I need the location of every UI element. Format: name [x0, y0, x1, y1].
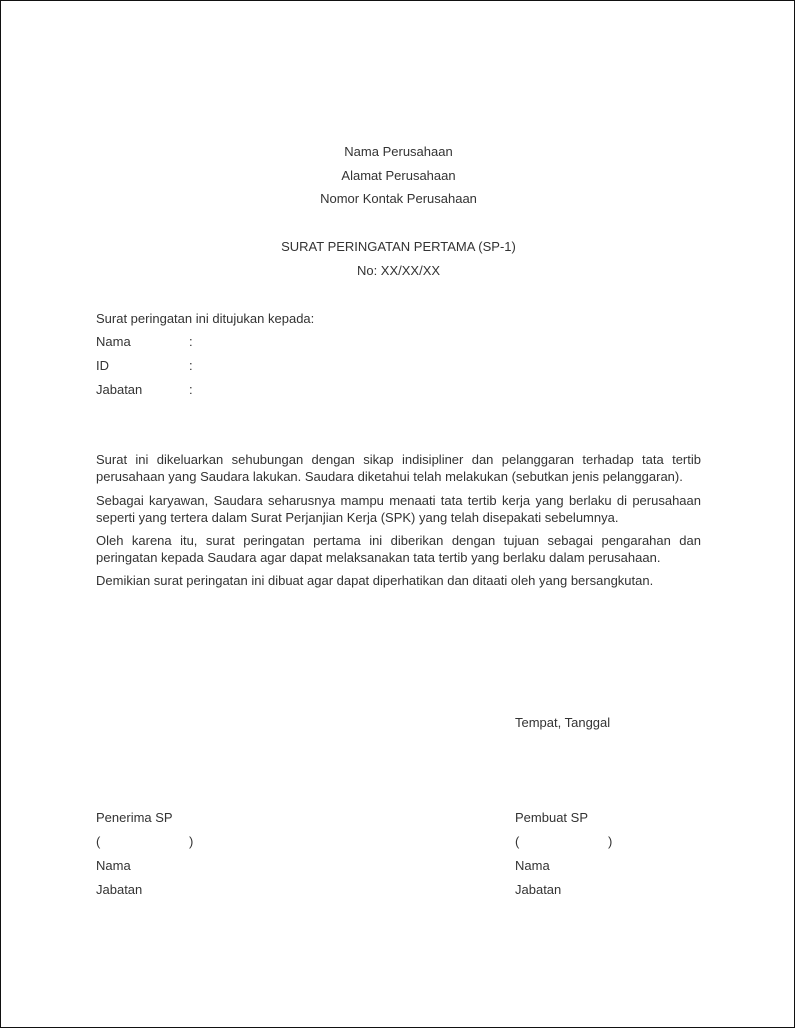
receiver-role: Penerima SP — [96, 810, 173, 825]
recipient-intro: Surat peringatan ini ditujukan kepada: — [96, 311, 315, 326]
body-paragraph-1: Surat ini dikeluarkan sehubungan dengan sikap indisipliner dan pelanggaran terhadap tata tertib perusahaan yang Saudara lakukan. Saudara diketahui telah melakukan (sebutkan jenis pelanggaran). — [96, 452, 701, 484]
recipient-position-label: Jabatan — [96, 382, 143, 397]
body-paragraph-3: Oleh karena itu, surat peringatan pertama ini diberikan dengan tujuan sebagai pengarahan dan peringatan kepada Saudara agar dapat melaksanakan tata tertib yang berlaku dalam perusahaan. — [96, 533, 701, 565]
recipient-name-label: Nama — [96, 334, 131, 349]
receiver-paren-open: ( — [96, 834, 101, 849]
letter-number: No: XX/XX/XX — [356, 263, 441, 278]
recipient-id-separator: : — [189, 358, 193, 373]
company-name: Nama Perusahaan — [344, 144, 453, 159]
recipient-position-separator: : — [189, 382, 193, 397]
recipient-id-label: ID — [96, 358, 109, 373]
place-date: Tempat, Tanggal — [515, 715, 611, 730]
issuer-name-label: Nama — [515, 858, 550, 873]
issuer-paren-close: ) — [608, 834, 613, 849]
recipient-name-separator: : — [189, 334, 193, 349]
company-address: Alamat Perusahaan — [341, 168, 456, 183]
issuer-position-label: Jabatan — [515, 882, 562, 897]
receiver-name-label: Nama — [96, 858, 131, 873]
letter-title: SURAT PERINGATAN PERTAMA (SP-1) — [281, 239, 516, 254]
issuer-role: Pembuat SP — [515, 810, 588, 825]
issuer-paren-open: ( — [515, 834, 520, 849]
receiver-paren-close: ) — [189, 834, 194, 849]
body-paragraph-4: Demikian surat peringatan ini dibuat agar dapat diperhatikan dan ditaati oleh yang bersangkutan. — [96, 573, 654, 588]
body-paragraph-2: Sebagai karyawan, Saudara seharusnya mampu menaati tata tertib kerja yang berlaku di perusahaan seperti yang tertera dalam Surat Perjanjian Kerja (SPK) yang telah disepakati sebelumnya. — [96, 493, 701, 525]
receiver-position-label: Jabatan — [96, 882, 143, 897]
company-contact: Nomor Kontak Perusahaan — [320, 191, 477, 206]
